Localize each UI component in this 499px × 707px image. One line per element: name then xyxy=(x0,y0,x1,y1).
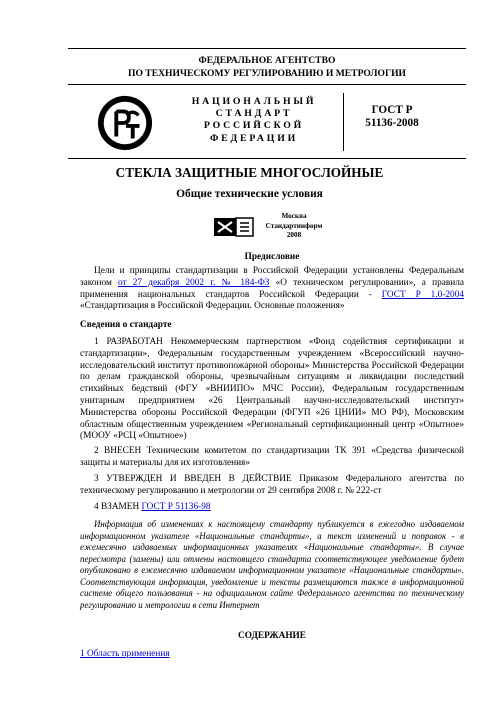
document-subtitle: Общие технические условия xyxy=(176,188,323,200)
agency-line-2: ПО ТЕХНИЧЕСКОМУ РЕГУЛИРОВАНИЮ И МЕТРОЛОГИИ xyxy=(127,67,407,79)
about-item-2: 2 ВНЕСЕН Техническим комитетом по стандартизации ТК 391 «Средства физической защиты и материалы для их изготовления» xyxy=(80,446,464,468)
gost-number: 51136-2008 xyxy=(365,117,419,129)
natstd-line-1: НАЦИОНАЛЬНЫЙ xyxy=(191,96,317,107)
header-top-rule xyxy=(68,48,466,49)
preface-heading: Предисловие xyxy=(244,252,300,262)
document-title: СТЕКЛА ЗАЩИТНЫЕ МНОГОСЛОЙНЫЕ xyxy=(115,165,384,180)
item-4-prefix: 4 ВЗАМЕН xyxy=(94,502,142,512)
natstd-line-2: СТАНДАРТ xyxy=(215,108,293,120)
about-item-4 xyxy=(80,502,464,514)
law-184-link[interactable]: от 27 декабря 2002 г. № 184-ФЗ xyxy=(118,277,270,288)
national-standard-label xyxy=(170,96,338,145)
amendments-notice: Информация об изменениях к настоящему стандарту публикуется в ежегодно издаваемом информационном указателе «Национальные стандарты», а текст изменений и поправок - в ежемесячно издаваемых информационных указателях «Национальные стандарты». В случае пересмотра (замены) или отмены настоящего стандарта соответствующее уведомление будет опубликовано в ежемесячно издаваемом информационном указателе «Национальные стандарты». Соответствующая информация, уведомление и тексты размещаются также в информационной системе общего пользования - на официальном сайте Федерального агентства по техническому регулированию и метрологии в сети Интернет xyxy=(80,519,464,610)
gost-r-51136-98-link[interactable]: ГОСТ Р 51136-98 xyxy=(141,502,211,512)
gost-code: ГОСТ Р xyxy=(371,104,413,116)
natstd-line-3: РОССИЙСКОЙ xyxy=(203,120,305,132)
publisher-name: Стандартинформ xyxy=(265,221,323,230)
gost-r-1-0-2004-link[interactable]: ГОСТ Р 1.0-2004 xyxy=(381,289,464,300)
preface-paragraph xyxy=(80,266,464,313)
publisher-logo-icon xyxy=(213,215,255,239)
about-item-3: 3 УТВЕРЖДЕН И ВВЕДЕН В ДЕЙСТВИЕ Приказом Федерального агентства по техническому регулированию и метрологии от 29 сентября 2008 г. № 222-ст xyxy=(80,474,464,496)
publisher-info xyxy=(258,212,330,241)
publisher-city: Москва xyxy=(281,212,307,220)
agency-name xyxy=(68,55,466,80)
contents-list xyxy=(80,649,464,661)
header-middle-rule xyxy=(68,84,466,85)
agency-line-1: ФЕДЕРАЛЬНОЕ АГЕНТСТВО xyxy=(198,55,336,66)
publisher-year: 2008 xyxy=(286,231,302,239)
gost-designation xyxy=(352,104,432,130)
preface-text-b: «О техническом регулировании», а правила применения национальных стандартов Российской Федерации - xyxy=(80,277,465,300)
header-divider xyxy=(343,93,344,151)
natstd-line-4: ФЕДЕРАЦИИ xyxy=(209,132,299,144)
header-bottom-rule xyxy=(68,158,466,159)
preface-text-a: Цели и принципы стандартизации в Российской Федерации установлены Федеральным законом xyxy=(80,266,464,288)
rst-logo-icon xyxy=(96,94,154,152)
about-item-1: 1 РАЗРАБОТАН Некоммерческим партнерством «Фонд содействия сертификации и стандартизации», Федеральным государственным учреждением «Всероссийский научно-исследовательский институт противопожарной обороны» Министерства Российской Федерации по делам гражданской обороны, чрезвычайным ситуациям и ликвидации последствий стихийных бедствий (ФГУ «ВНИИПО» МЧС России), Федеральным государственным унитарным предприятием «26 Центральный научно-исследовательский институт» Министерства обороны Российской Федерации (ФГУП «26 ЦНИИ» МО РФ), Московским областным общественным учреждением «Региональный сертификационный центр «Опытное» (МООУ «РСЦ «Опытное») xyxy=(80,337,464,442)
contents-heading: СОДЕРЖАНИЕ xyxy=(237,631,306,641)
preface-text-c: «Стандартизация в Российской Федерации. Основные положения» xyxy=(80,301,345,312)
contents-item-1-link[interactable]: 1 Область применения xyxy=(80,649,170,659)
about-standard-heading: Сведения о стандарте xyxy=(80,320,172,330)
